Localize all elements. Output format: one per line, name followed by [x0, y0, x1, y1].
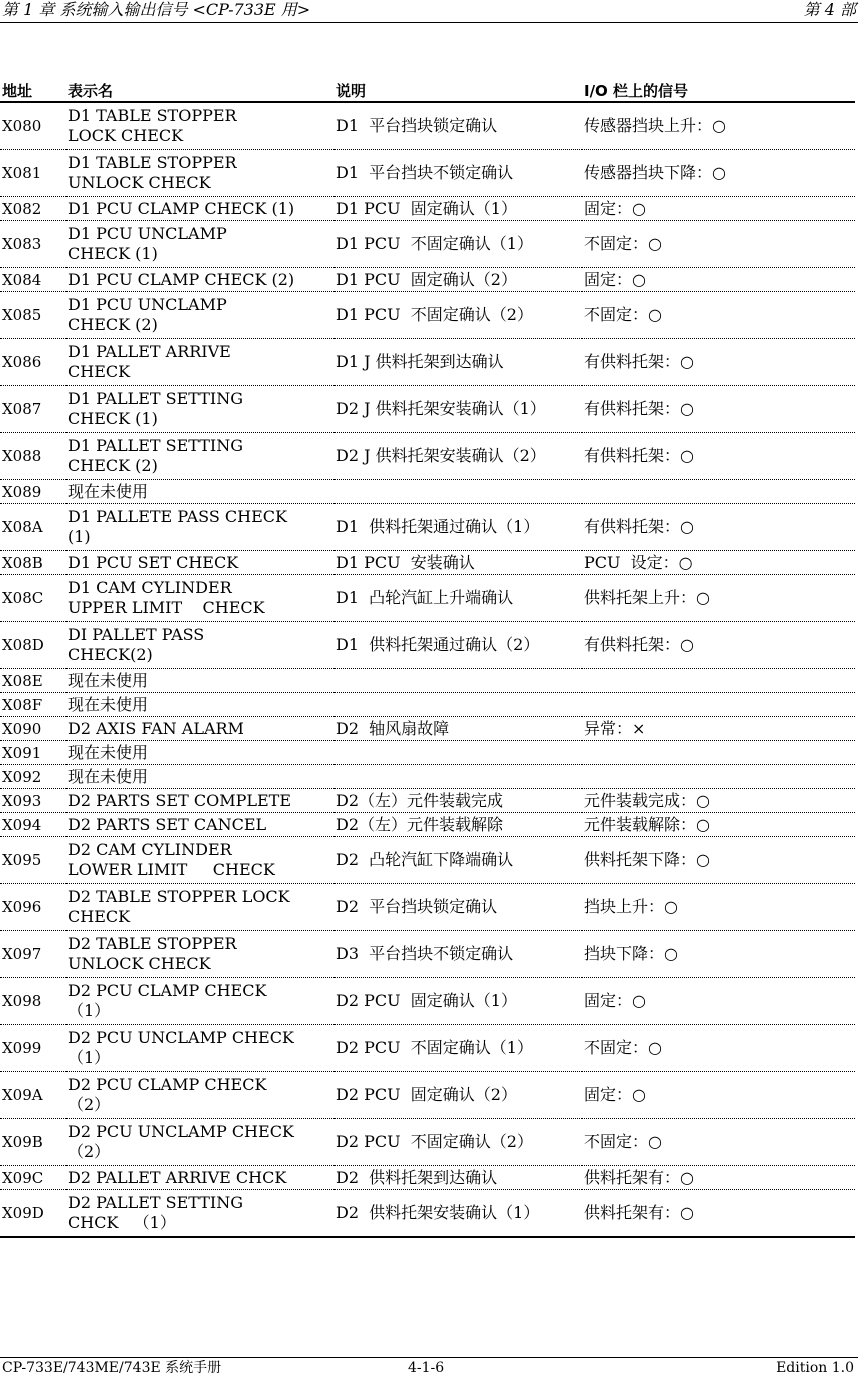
description-cell: D1 平台挡块不锁定确认: [334, 150, 582, 197]
display-name-line: D2 TABLE STOPPER LOCK: [68, 887, 290, 906]
table-row: [0, 551, 855, 575]
table-row: [0, 884, 855, 931]
display-name-line: CHECK(2): [68, 645, 153, 664]
address-cell: X085: [0, 292, 66, 339]
io-signal-cell: [582, 765, 855, 789]
description-cell: D1 平台挡块锁定确认: [334, 102, 582, 150]
page-number: 4-1-6: [408, 1360, 445, 1376]
address-cell: X09B: [0, 1119, 66, 1166]
display-name-cell: [66, 575, 334, 622]
description-cell: D3 平台挡块不锁定确认: [334, 931, 582, 978]
description-cell: D2 凸轮汽缸下降端确认: [334, 837, 582, 884]
description-cell: D2 供料托架到达确认: [334, 1166, 582, 1190]
io-signal-cell: 元件装载解除：○: [582, 813, 855, 837]
table-row: [0, 837, 855, 884]
address-cell: X080: [0, 102, 66, 150]
table-row: [0, 789, 855, 813]
address-cell: X086: [0, 339, 66, 386]
address-cell: X097: [0, 931, 66, 978]
display-name-line: D1 TABLE STOPPER: [68, 153, 237, 172]
description-cell: D1 PCU 不固定确认（2）: [334, 292, 582, 339]
address-cell: X094: [0, 813, 66, 837]
display-name-line: D2 PCU UNCLAMP CHECK: [68, 1122, 294, 1141]
io-signal-cell: PCU 设定：○: [582, 551, 855, 575]
io-signal-cell: 供料托架有：○: [582, 1190, 855, 1238]
display-name-line: 现在未使用: [68, 742, 149, 762]
address-cell: X088: [0, 433, 66, 480]
io-signal-cell: 供料托架上升：○: [582, 575, 855, 622]
display-name-line: D2 CAM CYLINDER: [68, 840, 232, 859]
display-name-cell: [66, 622, 334, 669]
display-name-line: CHCK （1）: [68, 1213, 176, 1232]
display-name-cell: [66, 931, 334, 978]
io-signal-cell: 挡块上升：○: [582, 884, 855, 931]
table-row: [0, 339, 855, 386]
display-name-cell: [66, 480, 334, 504]
description-cell: D1 供料托架通过确认（2）: [334, 622, 582, 669]
table-row: [0, 197, 855, 221]
address-cell: X099: [0, 1025, 66, 1072]
display-name-line: 现在未使用: [68, 766, 149, 786]
display-name-line: （2）: [68, 1095, 111, 1114]
description-cell: D1 J 供料托架到达确认: [334, 339, 582, 386]
table-row: [0, 717, 855, 741]
display-name-line: CHECK: [68, 362, 131, 381]
table-row: [0, 1166, 855, 1190]
display-name-cell: [66, 292, 334, 339]
column-header-display-name: 表示名: [66, 76, 334, 102]
io-signal-cell: 有供料托架：○: [582, 622, 855, 669]
table-row: [0, 268, 855, 292]
display-name-cell: [66, 1119, 334, 1166]
description-cell: [334, 765, 582, 789]
display-name-cell: [66, 150, 334, 197]
description-cell: D2 轴风扇故障: [334, 717, 582, 741]
description-cell: [334, 741, 582, 765]
display-name-cell: [66, 1072, 334, 1119]
description-cell: [334, 669, 582, 693]
address-cell: X091: [0, 741, 66, 765]
table-row: [0, 741, 855, 765]
display-name-line: CHECK: [68, 907, 131, 926]
io-signal-cell: 传感器挡块下降：○: [582, 150, 855, 197]
address-cell: X092: [0, 765, 66, 789]
address-cell: X087: [0, 386, 66, 433]
display-name-line: LOCK CHECK: [68, 126, 184, 145]
display-name-cell: [66, 1166, 334, 1190]
table-body: [0, 102, 855, 1237]
address-cell: X08A: [0, 504, 66, 551]
table-row: [0, 386, 855, 433]
io-signal-cell: 供料托架下降：○: [582, 837, 855, 884]
address-cell: X093: [0, 789, 66, 813]
display-name-line: D2 PCU CLAMP CHECK: [68, 1075, 267, 1094]
column-header-description: 说明: [334, 76, 582, 102]
description-cell: D1 PCU 固定确认（2）: [334, 268, 582, 292]
display-name-line: CHECK (2): [68, 456, 158, 475]
display-name-line: （2）: [68, 1142, 111, 1161]
address-cell: X082: [0, 197, 66, 221]
io-signal-cell: 元件装载完成：○: [582, 789, 855, 813]
display-name-line: 现在未使用: [68, 670, 149, 690]
address-cell: X08D: [0, 622, 66, 669]
part-label: 第 4 部: [803, 0, 856, 19]
column-header-address: 地址: [0, 76, 66, 102]
table-row: [0, 102, 855, 150]
address-cell: X090: [0, 717, 66, 741]
address-cell: X08F: [0, 693, 66, 717]
address-cell: X089: [0, 480, 66, 504]
display-name-line: D2 PCU UNCLAMP CHECK: [68, 1028, 294, 1047]
address-cell: X095: [0, 837, 66, 884]
display-name-line: CHECK (1): [68, 409, 158, 428]
display-name-cell: [66, 765, 334, 789]
display-name-line: D2 AXIS FAN ALARM: [68, 718, 244, 738]
address-cell: X098: [0, 978, 66, 1025]
io-signal-cell: 不固定：○: [582, 221, 855, 268]
display-name-cell: [66, 551, 334, 575]
display-name-cell: [66, 386, 334, 433]
table-row: [0, 622, 855, 669]
description-cell: [334, 693, 582, 717]
description-cell: D2 PCU 固定确认（1）: [334, 978, 582, 1025]
display-name-line: D1 PCU CLAMP CHECK (2): [68, 269, 295, 289]
address-cell: X09A: [0, 1072, 66, 1119]
table-row: [0, 480, 855, 504]
table-row: [0, 221, 855, 268]
description-cell: [334, 480, 582, 504]
table-row: [0, 1072, 855, 1119]
display-name-line: D2 PCU CLAMP CHECK: [68, 981, 267, 1000]
description-cell: D2 PCU 不固定确认（1）: [334, 1025, 582, 1072]
display-name-cell: [66, 1190, 334, 1238]
table-row: [0, 813, 855, 837]
display-name-cell: [66, 813, 334, 837]
display-name-line: D2 TABLE STOPPER: [68, 934, 237, 953]
table-row: [0, 504, 855, 551]
display-name-line: D2 PARTS SET CANCEL: [68, 814, 267, 834]
display-name-line: LOWER LIMIT CHECK: [68, 860, 275, 879]
table-row: [0, 433, 855, 480]
display-name-line: UPPER LIMIT CHECK: [68, 598, 265, 617]
io-signal-cell: [582, 741, 855, 765]
display-name-line: CHECK (1): [68, 244, 158, 263]
display-name-line: D1 PCU SET CHECK: [68, 552, 239, 572]
display-name-line: （1）: [68, 1048, 111, 1067]
display-name-line: D1 PCU CLAMP CHECK (1): [68, 198, 295, 218]
description-cell: D1 PCU 安装确认: [334, 551, 582, 575]
io-signal-cell: [582, 480, 855, 504]
display-name-cell: [66, 837, 334, 884]
display-name-cell: [66, 1025, 334, 1072]
io-signal-cell: 不固定：○: [582, 1119, 855, 1166]
table-row: [0, 931, 855, 978]
display-name-line: D1 PCU UNCLAMP: [68, 224, 227, 243]
table-row: [0, 978, 855, 1025]
display-name-cell: [66, 504, 334, 551]
io-signal-cell: 异常：×: [582, 717, 855, 741]
chapter-title: 第 1 章 系统输入输出信号 <CP-733E 用>: [2, 0, 311, 19]
display-name-cell: [66, 433, 334, 480]
display-name-cell: [66, 339, 334, 386]
address-cell: X096: [0, 884, 66, 931]
edition-label: Edition 1.0: [776, 1360, 854, 1376]
address-cell: X083: [0, 221, 66, 268]
description-cell: D2 PCU 不固定确认（2）: [334, 1119, 582, 1166]
display-name-line: UNLOCK CHECK: [68, 954, 211, 973]
table-header-row: [0, 76, 855, 102]
io-signal-cell: 有供料托架：○: [582, 386, 855, 433]
description-cell: D2 J 供料托架安装确认（1）: [334, 386, 582, 433]
description-cell: D2 J 供料托架安装确认（2）: [334, 433, 582, 480]
address-cell: X09C: [0, 1166, 66, 1190]
io-signal-cell: [582, 669, 855, 693]
display-name-line: (1): [68, 527, 91, 546]
io-signal-cell: 传感器挡块上升：○: [582, 102, 855, 150]
display-name-cell: [66, 693, 334, 717]
display-name-line: D2 PALLET SETTING: [68, 1193, 244, 1212]
description-cell: D1 PCU 固定确认（1）: [334, 197, 582, 221]
io-signal-cell: 有供料托架：○: [582, 339, 855, 386]
io-signal-cell: 固定：○: [582, 978, 855, 1025]
display-name-line: D1 PALLET ARRIVE: [68, 342, 231, 361]
description-cell: D2 PCU 固定确认（2）: [334, 1072, 582, 1119]
address-cell: X081: [0, 150, 66, 197]
display-name-line: UNLOCK CHECK: [68, 173, 211, 192]
display-name-cell: [66, 717, 334, 741]
table-row: [0, 150, 855, 197]
description-cell: D2（左）元件装载解除: [334, 813, 582, 837]
address-cell: X08C: [0, 575, 66, 622]
table-row: [0, 1025, 855, 1072]
table-row: [0, 1119, 855, 1166]
io-signal-cell: 固定：○: [582, 1072, 855, 1119]
table-row: [0, 669, 855, 693]
display-name-cell: [66, 221, 334, 268]
display-name-line: CHECK (2): [68, 315, 158, 334]
description-cell: D2 供料托架安装确认（1）: [334, 1190, 582, 1238]
page-footer: [0, 1357, 858, 1378]
description-cell: D1 凸轮汽缸上升端确认: [334, 575, 582, 622]
description-cell: D2 平台挡块锁定确认: [334, 884, 582, 931]
manual-title: CP-733E/743ME/743E 系统手册: [2, 1360, 222, 1376]
display-name-line: D2 PARTS SET COMPLETE: [68, 790, 291, 810]
display-name-line: 现在未使用: [68, 694, 149, 714]
display-name-line: 现在未使用: [68, 481, 149, 501]
table-row: [0, 693, 855, 717]
description-cell: D2（左）元件装载完成: [334, 789, 582, 813]
display-name-line: D1 PCU UNCLAMP: [68, 295, 227, 314]
io-signal-cell: [582, 693, 855, 717]
page-header: [0, 0, 858, 23]
description-cell: D1 PCU 不固定确认（1）: [334, 221, 582, 268]
io-signal-cell: 不固定：○: [582, 292, 855, 339]
io-signal-cell: 供料托架有：○: [582, 1166, 855, 1190]
display-name-cell: [66, 102, 334, 150]
display-name-line: D2 PALLET ARRIVE CHCK: [68, 1167, 287, 1187]
io-signal-cell: 挡块下降：○: [582, 931, 855, 978]
display-name-line: DI PALLET PASS: [68, 625, 205, 644]
display-name-line: D1 TABLE STOPPER: [68, 106, 237, 125]
display-name-line: D1 PALLET SETTING: [68, 389, 244, 408]
io-signal-table: [0, 76, 855, 1238]
table-row: [0, 1190, 855, 1238]
display-name-cell: [66, 268, 334, 292]
display-name-line: （1）: [68, 1001, 111, 1020]
io-signal-cell: 固定：○: [582, 268, 855, 292]
display-name-cell: [66, 978, 334, 1025]
io-signal-cell: 有供料托架：○: [582, 504, 855, 551]
display-name-line: D1 PALLET SETTING: [68, 436, 244, 455]
display-name-cell: [66, 884, 334, 931]
display-name-cell: [66, 669, 334, 693]
io-signal-cell: 有供料托架：○: [582, 433, 855, 480]
description-cell: D1 供料托架通过确认（1）: [334, 504, 582, 551]
display-name-cell: [66, 789, 334, 813]
table-row: [0, 575, 855, 622]
display-name-cell: [66, 741, 334, 765]
address-cell: X08E: [0, 669, 66, 693]
display-name-line: D1 CAM CYLINDER: [68, 578, 232, 597]
address-cell: X08B: [0, 551, 66, 575]
io-signal-cell: 不固定：○: [582, 1025, 855, 1072]
io-signal-cell: 固定：○: [582, 197, 855, 221]
address-cell: X084: [0, 268, 66, 292]
address-cell: X09D: [0, 1190, 66, 1238]
column-header-io-signal: I/O 栏上的信号: [582, 76, 855, 102]
display-name-cell: [66, 197, 334, 221]
display-name-line: D1 PALLETE PASS CHECK: [68, 507, 287, 526]
table-row: [0, 765, 855, 789]
table-row: [0, 292, 855, 339]
